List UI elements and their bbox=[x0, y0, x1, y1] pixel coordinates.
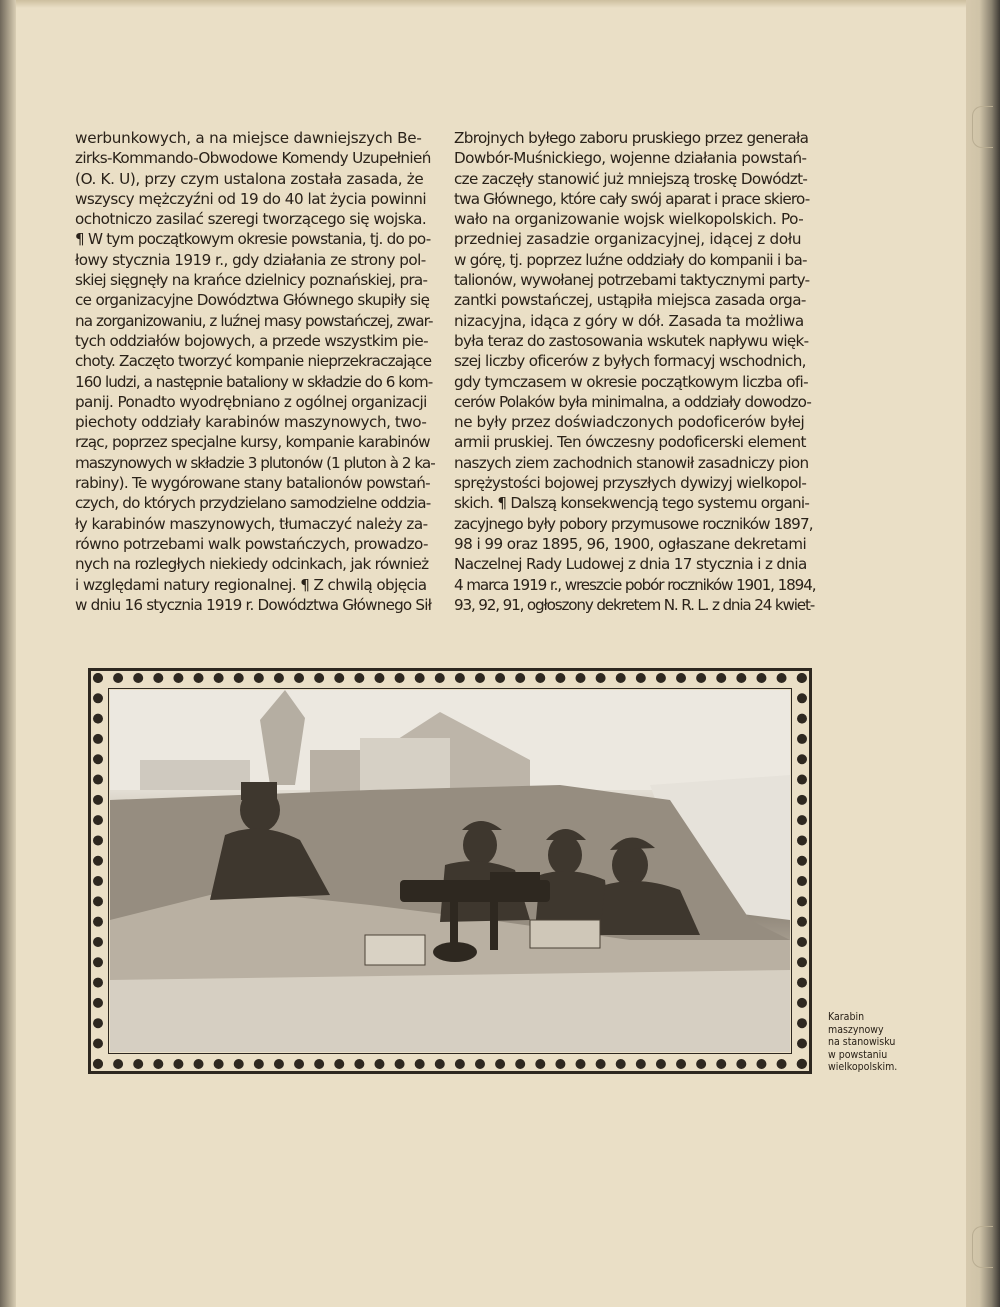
text-line: ce organizacyjne Dowództwa Głównego skupiły się bbox=[75, 291, 430, 310]
text-line: Zbrojnych byłego zaboru pruskiego przez generała bbox=[454, 129, 809, 147]
text-line: (O. K. U), przy czym ustalona została zasada, że bbox=[75, 169, 424, 188]
text-line: sprężystości bojowej przyszłych dywizyj wielkopol- bbox=[454, 474, 807, 493]
text-line: piechoty oddziały karabinów maszynowych, two- bbox=[75, 413, 427, 432]
text-line: zirks-Kommando-Obwodowe Komendy Uzupełnień bbox=[75, 149, 431, 168]
text-line: twa Głównego, które cały swój aparat i prace skiero- bbox=[454, 189, 810, 208]
text-line: skiej sięgnęły na krańce dzielnicy poznańskiej, pra- bbox=[75, 271, 428, 290]
text-column-right bbox=[454, 128, 816, 615]
text-column-left bbox=[75, 128, 435, 615]
text-line: nizacyjna, idąca z góry w dół. Zasada ta możliwa bbox=[454, 311, 804, 330]
page-top-edge bbox=[16, 0, 966, 8]
text-line: równo potrzebami walk powstańczych, prowadzo- bbox=[75, 534, 428, 553]
text-line: 160 ludzi, a następnie bataliony w składzie do 6 kom- bbox=[75, 372, 433, 391]
text-line: cze zaczęły stanowić już mniejszą troskę Dowództ- bbox=[454, 169, 808, 188]
text-line: zantki powstańczej, ustąpiła miejsca zasada orga- bbox=[454, 291, 806, 310]
text-line: naszych ziem zachodnich stanowił zasadniczy pion bbox=[454, 453, 809, 472]
text-line: i względami natury regionalnej. ¶ Z chwilą objęcia bbox=[75, 575, 427, 594]
text-line: wszyscy mężczyźni od 19 do 40 lat życia powinni bbox=[75, 189, 427, 208]
text-line: gdy tymczasem w okresie początkowym liczba ofi- bbox=[454, 372, 808, 391]
photo-caption bbox=[828, 1011, 918, 1074]
caption-line: Karabin bbox=[828, 1011, 865, 1023]
photo-illustration bbox=[110, 690, 790, 1052]
text-line: panij. Ponadto wyodrębniano z ogólnej organizacji bbox=[75, 392, 427, 411]
text-line: rabiny). Te wygórowane stany batalionów powstań- bbox=[75, 474, 430, 493]
text-line: nych na rozległych niekiedy odcinkach, jak również bbox=[75, 555, 429, 574]
text-line: ochotniczo zasilać szeregi tworzącego się wojska. bbox=[75, 210, 427, 229]
text-line: armii pruskiej. Ten ówczesny podoficerski element bbox=[454, 433, 806, 452]
text-line: czych, do których przydzielano samodzielne oddzia- bbox=[75, 494, 431, 513]
text-line: choty. Zaczęto tworzyć kompanie nieprzekraczające bbox=[75, 352, 432, 371]
text-line: ne były przez doświadczonych podoficerów byłej bbox=[454, 413, 805, 432]
caption-line: na stanowisku bbox=[828, 1036, 896, 1049]
text-line: była teraz do zastosowania wskutek napływu więk- bbox=[454, 331, 809, 350]
text-line: tych oddziałów bojowych, a przede wszystkim pie- bbox=[75, 331, 428, 350]
text-line: przedniej zasadzie organizacyjnej, idącej z dołu bbox=[454, 230, 802, 249]
caption-line: wielkopolskim. bbox=[828, 1061, 898, 1074]
text-line: szej liczby oficerów z byłych formacyj wschodnich, bbox=[454, 352, 806, 371]
scan-left-edge bbox=[0, 0, 16, 1307]
text-line: werbunkowych, a na miejsce dawniejszych Be- bbox=[75, 129, 422, 147]
text-line: wało na organizowanie wojsk wielkopolskich. Po- bbox=[454, 210, 804, 229]
caption-line: w powstaniu bbox=[828, 1048, 888, 1061]
text-line: 4 marca 1919 r., wreszcie pobór roczników 1901, 1894, bbox=[454, 575, 816, 594]
text-line: w dniu 16 stycznia 1919 r. Dowództwa Głównego Sił bbox=[75, 595, 432, 614]
text-line: skich. ¶ Dalszą konsekwencją tego systemu organi- bbox=[454, 494, 810, 513]
machine-gun-crew-photo bbox=[110, 690, 790, 1052]
text-line: maszynowych w składzie 3 plutonów (1 pluton à 2 ka- bbox=[75, 453, 435, 472]
text-line: na zorganizowaniu, z luźnej masy powstańczej, zwar- bbox=[75, 311, 433, 330]
caption-line: maszynowy bbox=[828, 1023, 884, 1036]
text-line: ¶ W tym początkowym okresie powstania, tj. do po- bbox=[75, 230, 431, 249]
scan-right-edge bbox=[966, 0, 1000, 1307]
page-tab-mark-bottom bbox=[972, 1226, 993, 1268]
text-line: 98 i 99 oraz 1895, 96, 1900, ogłaszane dekretami bbox=[454, 534, 807, 553]
text-line: ły karabinów maszynowych, tłumaczyć należy za- bbox=[75, 514, 428, 533]
text-line: rząc, poprzez specjalne kursy, kompanie karabinów bbox=[75, 433, 430, 452]
text-line: cerów Polaków była minimalna, a oddziały dowodzo- bbox=[454, 392, 812, 411]
text-line: łowy stycznia 1919 r., gdy działania ze strony pol- bbox=[75, 250, 426, 269]
text-line: Dowbór-Muśnickiego, wojenne działania powstań- bbox=[454, 149, 807, 168]
text-line: talionów, wywołanej potrzebami taktycznymi party- bbox=[454, 271, 810, 290]
text-line: w górę, tj. poprzez luźne oddziały do kompanii i ba- bbox=[454, 250, 807, 269]
ornamental-photo-frame bbox=[88, 668, 812, 1074]
page-tab-mark-top bbox=[972, 106, 993, 148]
text-line: 93, 92, 91, ogłoszony dekretem N. R. L. z dnia 24 kwiet- bbox=[454, 595, 815, 614]
text-line: Naczelnej Rady Ludowej z dnia 17 stycznia i z dnia bbox=[454, 555, 807, 574]
text-line: zacyjnego były pobory przymusowe roczników 1897, bbox=[454, 514, 813, 533]
